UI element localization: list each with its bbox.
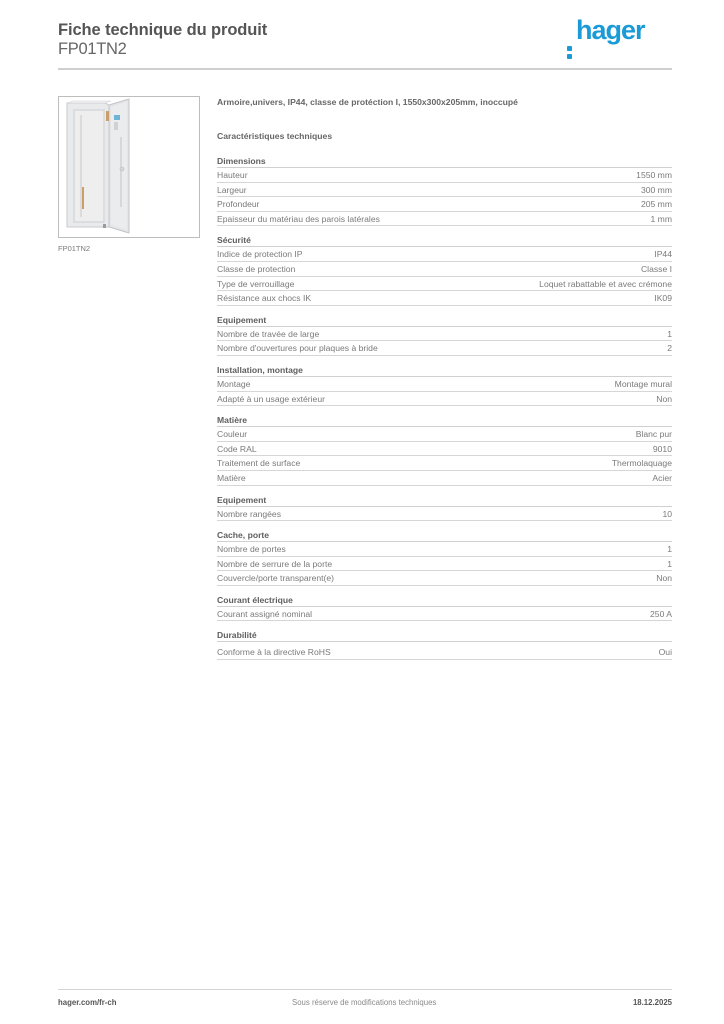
row-value: Oui: [658, 647, 672, 658]
row-value: Acier: [652, 472, 672, 483]
spec-group-matiere: [217, 414, 672, 485]
group-title: Cache, porte: [217, 529, 672, 542]
row-value: 1: [667, 558, 672, 569]
row-label: Classe de protection: [217, 263, 296, 274]
spec-group-durabilite: [217, 629, 672, 660]
logo-text: hager: [576, 15, 645, 45]
row-value: Classe I: [640, 263, 672, 274]
spec-group-equipement-2: [217, 494, 672, 522]
table-row: [217, 377, 672, 392]
group-title: Durabilité: [217, 629, 672, 642]
row-value: Non: [656, 393, 672, 404]
product-code: FP01TN2: [58, 40, 127, 58]
row-label: Matière: [217, 472, 246, 483]
table-row: [217, 392, 672, 407]
page-title: Fiche technique du produit: [58, 21, 268, 39]
row-label: Largeur: [217, 184, 247, 195]
group-title: Equipement: [217, 314, 672, 327]
row-value: IK09: [654, 293, 672, 304]
characteristics-heading: Caractéristiques techniques: [217, 131, 333, 141]
table-row: [217, 262, 672, 277]
row-label: Nombre rangées: [217, 508, 282, 519]
row-label: Epaisseur du matériau des parois latérales: [217, 213, 380, 224]
table-row: [217, 571, 672, 586]
table-row: [217, 212, 672, 227]
row-label: Nombre de portes: [217, 544, 286, 555]
row-label: Traitement de surface: [217, 458, 301, 469]
table-row: [217, 442, 672, 457]
table-row: [217, 277, 672, 292]
row-value: Blanc pur: [635, 429, 672, 440]
spec-table: [217, 155, 672, 668]
table-row: [217, 247, 672, 262]
row-label: Couvercle/porte transparent(e): [217, 573, 335, 584]
image-caption: FP01TN2: [58, 244, 91, 253]
row-label: Nombre de serrure de la porte: [217, 558, 333, 569]
row-label: Montage: [217, 378, 251, 389]
group-title: Dimensions: [217, 155, 672, 168]
footer-website-link[interactable]: hager.com/fr-ch: [58, 998, 117, 1007]
row-value: 205 mm: [640, 199, 672, 210]
row-value: 10: [662, 508, 672, 519]
row-label: Indice de protection IP: [217, 249, 303, 260]
row-label: Type de verrouillage: [217, 278, 295, 289]
row-value: 300 mm: [640, 184, 672, 195]
row-value: Loquet rabattable et avec crémone: [539, 278, 672, 289]
table-row: [217, 507, 672, 522]
table-row: [217, 456, 672, 471]
spec-group-equipement: [217, 314, 672, 356]
row-label: Courant assigné nominal: [217, 608, 313, 619]
table-row: [217, 197, 672, 212]
table-row: [217, 645, 672, 660]
row-label: Profondeur: [217, 199, 260, 210]
table-row: [217, 183, 672, 198]
row-value: Thermolaquage: [611, 458, 672, 469]
table-row: [217, 168, 672, 183]
row-value: 1 mm: [650, 213, 672, 224]
footer-date: 18.12.2025: [632, 998, 672, 1007]
row-value: 250 A: [650, 608, 672, 619]
group-title: Courant électrique: [217, 594, 672, 607]
row-value: 1550 mm: [636, 170, 672, 180]
row-label: Conforme à la directive RoHS: [217, 647, 331, 658]
table-row: [217, 607, 672, 622]
table-row: [217, 327, 672, 342]
row-label: Nombre de travée de large: [217, 328, 320, 339]
hager-logo: [567, 15, 645, 46]
group-title: Matière: [217, 414, 672, 427]
row-label: Code RAL: [217, 443, 257, 454]
row-label: Adapté à un usage extérieur: [217, 393, 325, 404]
row-value: IP44: [654, 249, 672, 260]
product-description: Armoire,univers, IP44, classe de protéction I, 1550x300x205mm, inoccupé: [217, 97, 518, 107]
table-row: [217, 542, 672, 557]
row-label: Couleur: [217, 429, 248, 440]
footer-divider: [58, 989, 672, 990]
group-title: Installation, montage: [217, 364, 672, 377]
row-value: Montage mural: [614, 378, 672, 389]
table-row: [217, 471, 672, 486]
spec-group-courant: [217, 594, 672, 622]
row-value: 1: [667, 544, 672, 555]
header-divider: [58, 68, 672, 70]
row-value: 9010: [652, 443, 672, 454]
row-label: Résistance aux chocs IK: [217, 293, 312, 304]
footer-disclaimer: Sous réserve de modifications techniques: [292, 998, 437, 1007]
spec-group-cache-porte: [217, 529, 672, 586]
spec-group-installation: [217, 364, 672, 406]
cabinet-icon: [59, 97, 199, 237]
group-title: Equipement: [217, 494, 672, 507]
row-value: Non: [656, 573, 672, 584]
table-row: [217, 291, 672, 306]
row-value: 2: [667, 343, 672, 354]
table-row: [217, 341, 672, 356]
row-value: 1: [667, 328, 672, 339]
row-label: Hauteur: [217, 170, 248, 180]
spec-group-dimensions: [217, 155, 672, 226]
product-image: [58, 96, 200, 238]
spec-group-securite: [217, 234, 672, 305]
row-label: Nombre d'ouvertures pour plaques à bride: [217, 343, 378, 354]
table-row: [217, 557, 672, 572]
group-title: Sécurité: [217, 234, 672, 247]
table-row: [217, 427, 672, 442]
